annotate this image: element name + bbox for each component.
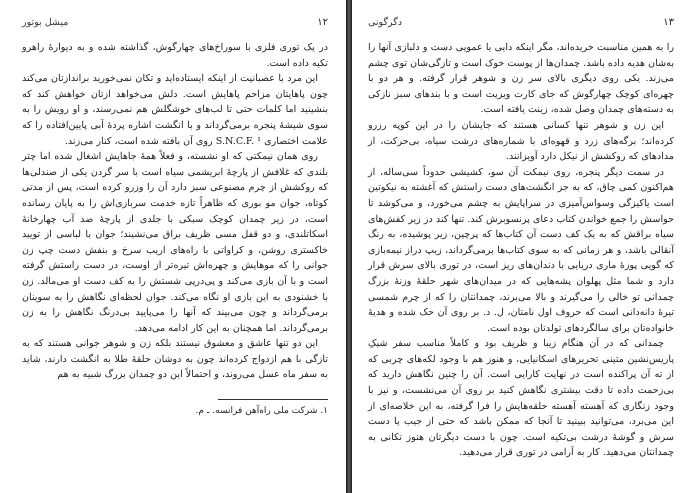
paragraph: این زن و شوهر تنها کسانی هستند که جایشان را در این کوپه رزرو کرده‌اند؛ برگه‌های زرد و قهوه‌ای با شماره‌های درشت سیاه، بی‌حرکت، از مدادهای که روکشش از نیکل دارد آویزانند. bbox=[368, 119, 674, 163]
paragraph: روی همان نیمکتی که او نشسته، و فعلاً همهٔ جاهایش اشغال شده اما چتر بلندی که غلافش از پارچهٔ ابریشمی سیاه است با سر گردن یکی از صندلی‌ها که روکشش از چرم مصنوعی سبز دارد آن را وزرو کرده است، پس از مدتی کوتاه، جوان مو بوری که ظاهراً تازه خدمت سربازی‌اش را به پایان رسانده است، در زیر چمدان کوچک سبکی با جلدی از پارچهٔ ضد آب چهارخانهٔ اسکاتلندی، و دو قفل مسی ظریف براق می‌نشیند؛ جوان با لباسی از تویید خاکستری روشن، و کراواتی با راه‌های اریب سرخ و بنفش دست چپ زن جوانی را که موهایش و چهره‌اش تیره‌تر از اوست، در دست راستش گرفته است و با آن بازی می‌کند و پی‌درپی شستش را به کف دست او می‌مالد. زن با خشنودی به این بازی او نگاه می‌کند. جوان لحظه‌ای نگاهش را به سوینان برمی‌گرداند و چون می‌بیند که آنها را می‌پایید بی‌درنگ نگاهش را به زن برمی‌گرداند. اما همچنان به این کار ادامه می‌دهد. bbox=[22, 151, 328, 334]
footnote: ۱. شرکت ملی راه‌آهن فرانسه. ـ م. bbox=[195, 406, 328, 417]
running-title: میشل بوتور bbox=[22, 16, 69, 28]
page-number: ۱۲ bbox=[317, 16, 328, 28]
paragraph: در یک توری فلزی با سوراخ‌های چهارگوش، گذاشته شده و به دیوارهٔ راهرو تکیه داده است. bbox=[22, 42, 328, 69]
page-12 bbox=[0, 0, 346, 493]
paragraph: را به همین مناسبت خریده‌اند، مگر اینکه دایی یا عمویی دست و دلبازی آنها را به‌شان هدیه داده باشد. چمدان‌ها از پوست خوک است و تازگی‌شان توی چشم می‌زند. یکی روی دیگری بالای سر زن و شوهر قرار گرفته. و هر دو با چهره‌ای کوچک چهارگوش که جای کارت ویزیت است و با بندهای سبز نازکی به دسته‌های چمدان وصل شده، زینت یافته است. bbox=[368, 42, 674, 116]
page-13 bbox=[352, 0, 696, 493]
running-title: دگرگونی bbox=[368, 16, 402, 28]
paragraph: در سمت دیگر پنجره، روی نیمکت آن سو، کشیشی حدوداً سی‌ساله، از هم‌اکنون کمی چاق، که به جز انگشت‌های دست راستش که آغشته به نیکوتین است یاکیزگی وسواس‌آمیزی در سراپایش به چشم می‌خورد، و می‌کوشد تا حواسش را جمع خواندن کتاب دعای پرنسوبرش کند. تنها کند در زیر کفش‌های سیاه براقش که به یک کف دست آن کتاب‌ها که پرچین، زیر پوشیده، به رنگ آنقالی باشد، و هر زمانی که به سوی کتاب‌ها برمی‌گرداند، زیپ دراز نیمه‌بازی که گویی پوزهٔ ماری دریایی با دندان‌های ریز است، در توری بالای سرش قرار دارد و شما مثل پهلوان پشه‌هایی که در میدان‌های شهر حلقهٔ وزنهٔ بزرگ چمدانی تو خالی را می‌گیرند و بالا می‌برند، چمدانتان را که از چرم شمسی تیرهٔ دانه‌دانی است که حروف اول نامتان، ل. د. بر روی آن حک شده و هدیهٔ خانواده‌تان برای سالگردهای تولدتان بوده است. bbox=[368, 166, 674, 334]
paragraph: این مرد با عصبانیت از اینکه ایستاده‌اید و تکان نمی‌خورید برانداز‌تان می‌کند چون پاهایتان مزاحم پاهایش است. دلش می‌خواهد ازتان خواهش کند که بنشینید اما کلمات حتی تا لب‌های خوشگلش هم نمی‌رسند، و او رویش را به سوی شیشهٔ پنجره برمی‌گرداند و با انگشت اشاره پردهٔ آبی پایین‌افتاده را که علامت اختصاری S.N.C.F. ¹ روی آن بافته شده است، کنار می‌زند. bbox=[22, 73, 328, 147]
body-text bbox=[368, 40, 674, 461]
body-text bbox=[22, 40, 328, 383]
paragraph: چمدانی که در آن هنگام زیبا و ظریف بود و کاملاً مناسب سفر شیکِ پاریس‌نشین متینی تحریرهای اسکانیایی، و هنوز هم با وجود لکه‌های چربی که از ته آن پراکنده است در نهایت کارایی است. آن را چنین نگاهش دارید که بی‌زحمت داده تا دقت بیشتری نگاهش کنید بر روی آن می‌نشست، و نیز با وجود زنگاری که آهسته آهسته حلقه‌هایش را فرا گرفته، به این خلاصه‌ای از این می‌برد، می‌توانید ببینید تا آنجا که ممکن باشد که حتی از جیب یا دست سرش و گوشهٔ درشت بی‌تکیه است. چون با دست دیگرتان هنوز تکانی به چمدانتان می‌دهید. کار به آرامی در توری قرار می‌دهید. bbox=[368, 338, 674, 459]
page-header bbox=[22, 14, 328, 30]
page-number: ۱۳ bbox=[663, 16, 674, 28]
page-header bbox=[368, 14, 674, 30]
footnote-rule bbox=[218, 399, 328, 400]
paragraph: این دو تنها عاشق و معشوق نیستند بلکه زن و شوهر جوانی هستند که به تازگی با هم ازدواج کرده‌اند چون به دوشان حلقهٔ طلا به انگشت دارند، شاید به سفر ماه عسل می‌روند، و احتمالاً این دو چمدان بزرگ شبیه به هم bbox=[22, 338, 328, 381]
